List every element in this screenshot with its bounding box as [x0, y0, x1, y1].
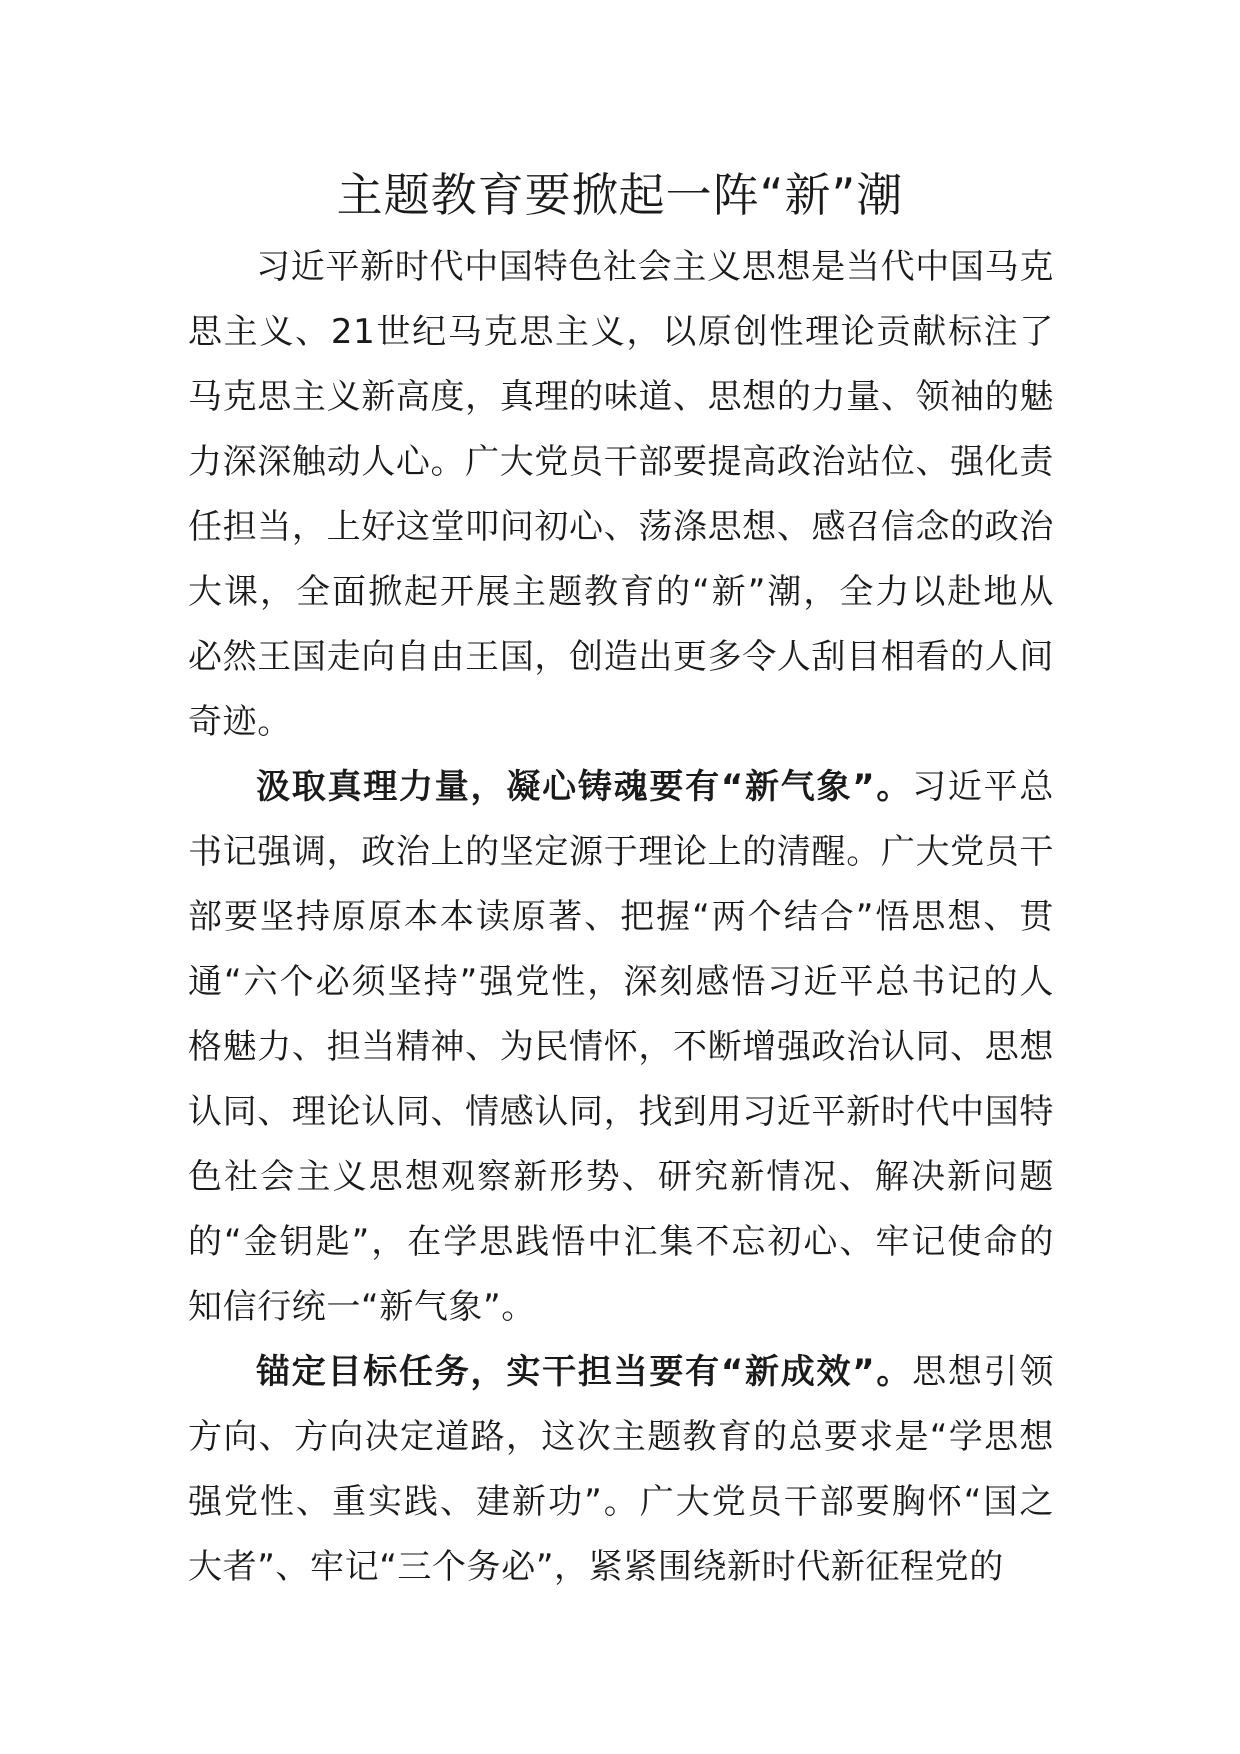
paragraph-1: [188, 235, 1054, 755]
paragraph-2: [188, 755, 1054, 1340]
paragraph-3-text: 思想引领方向、方向决定道路，这次主题教育的总要求是“学思想强党性、重实践、建新功”。广大党员干部要胸怀“国之大者”、牢记“三个务必”，紧紧围绕新时代新征程党的: [188, 1352, 1055, 1587]
paragraph-2-text: 习近平总书记强调，政治上的坚定源于理论上的清醒。广大党员干部要坚持原原本本读原著、把握“两个结合”悟思想、贯通“六个必须坚持”强党性，深刻感悟习近平总书记的人格魅力、担当精神、为民情怀，不断增强政治认同、思想认同、理论认同、情感认同，找到用习近平新时代中国特色社会主义思想观察新形势、研究新情况、解决新问题的“金钥匙”，在学思践悟中汇集不忘初心、牢记使命的知信行统一“新气象”。: [188, 767, 1055, 1327]
paragraph-2-lead: 汲取真理力量，凝心铸魂要有“新气象”。: [256, 767, 913, 807]
document-title: 主题教育要掀起一阵“新”潮: [336, 168, 904, 222]
paragraph-3: [188, 1340, 1054, 1600]
paragraph-1-text: 习近平新时代中国特色社会主义思想是当代中国马克思主义、21世纪马克思主义，以原创性理论贡献标注了马克思主义新高度，真理的味道、思想的力量、领袖的魅力深深触动人心。广大党员干部要提高政治站位、强化责任担当，上好这堂叩问初心、荡涤思想、感召信念的政治大课，全面掀起开展主题教育的“新”潮，全力以赴地从必然王国走向自由王国，创造出更多令人刮目相看的人间奇迹。: [188, 247, 1054, 742]
document-body: [188, 235, 1054, 1600]
paragraph-3-lead: 锚定目标任务，实干担当要有“新成效”。: [256, 1352, 913, 1392]
